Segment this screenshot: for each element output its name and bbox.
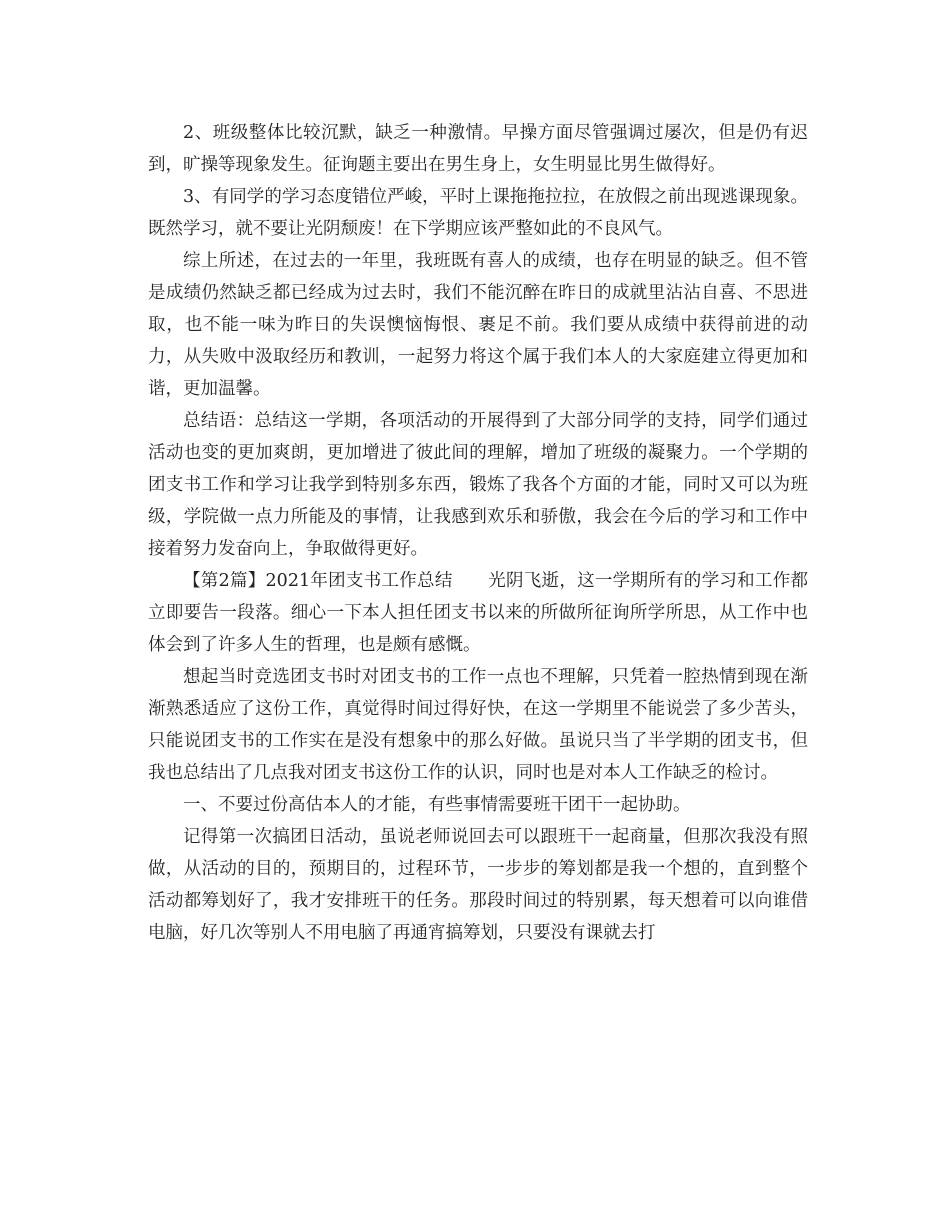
paragraph-study-attitude: 3、有同学的学习态度错位严峻，平时上课拖拖拉拉，在放假之前出现逃课现象。既然学习，就不要让光阴颓废！在下学期应该严整如此的不良风气。 — [148, 187, 808, 239]
paragraph-summary: 综上所述，在过去的一年里，我班既有喜人的成绩，也存在明显的缺乏。但不管是成绩仍然缺乏都已经成为过去时，我们不能沉醉在昨日的成就里沾沾自喜、不思进取，也不能一味为昨日的失误懊恼悔恨、裹足不前。我们要从成绩中获得前进的动力，从失败中汲取经历和教训，一起努力将这个属于我们本人的大家庭建立得更加和谐，更加温馨。 — [148, 251, 808, 399]
paragraph-recollection: 想起当时竞选团支书时对团支书的工作一点也不理解，只凭着一腔热情到现在渐渐熟悉适应了这份工作，真觉得时间过得好快，在这一学期里不能说尝了多少苦头，只能说团支书的工作实在是没有想象中的那么好做。虽说只当了半学期的团支书，但我也总结出了几点我对团支书这份工作的认识，同时也是对本人工作缺乏的检讨。 — [148, 667, 808, 783]
paragraph-article-2-intro: 【第2篇】2021年团支书工作总结 光阴飞逝，这一学期所有的学习和工作都立即要告一段落。细心一下本人担任团支书以来的所做所征询所学所思，从工作中也体会到了许多人生的哲理，也是颇有感慨。 — [148, 571, 808, 655]
paragraph-point-one: 一、不要过份高估本人的才能，有些事情需要班干团干一起协助。 — [183, 795, 691, 815]
paragraph-conclusion: 总结语：总结这一学期，各项活动的开展得到了大部分同学的支持，同学们通过活动也变的更加爽朗，更加增进了彼此间的理解，增加了班级的凝聚力。一个学期的团支书工作和学习让我学到特别多东西，锻炼了我各个方面的才能，同时又可以为班级，学院做一点力所能及的事情，让我感到欢乐和骄傲，我会在今后的学习和工作中接着努力发奋向上，争取做得更好。 — [148, 411, 808, 559]
paragraph-first-activity: 记得第一次搞团日活动，虽说老师说回去可以跟班干一起商量，但那次我没有照做，从活动的目的，预期目的，过程环节，一步步的筹划都是我一个想的，直到整个活动都筹划好了，我才安排班干的任务。那段时间过的特别累，每天想着可以向谁借电脑，好几次等别人不用电脑了再通宵搞筹划，只要没有课就去打 — [148, 827, 808, 943]
document-body — [148, 117, 808, 949]
paragraph-class-silence: 2、班级整体比较沉默，缺乏一种激情。早操方面尽管强调过屡次，但是仍有迟到，旷操等现象发生。征询题主要出在男生身上，女生明显比男生做得好。 — [148, 123, 808, 175]
